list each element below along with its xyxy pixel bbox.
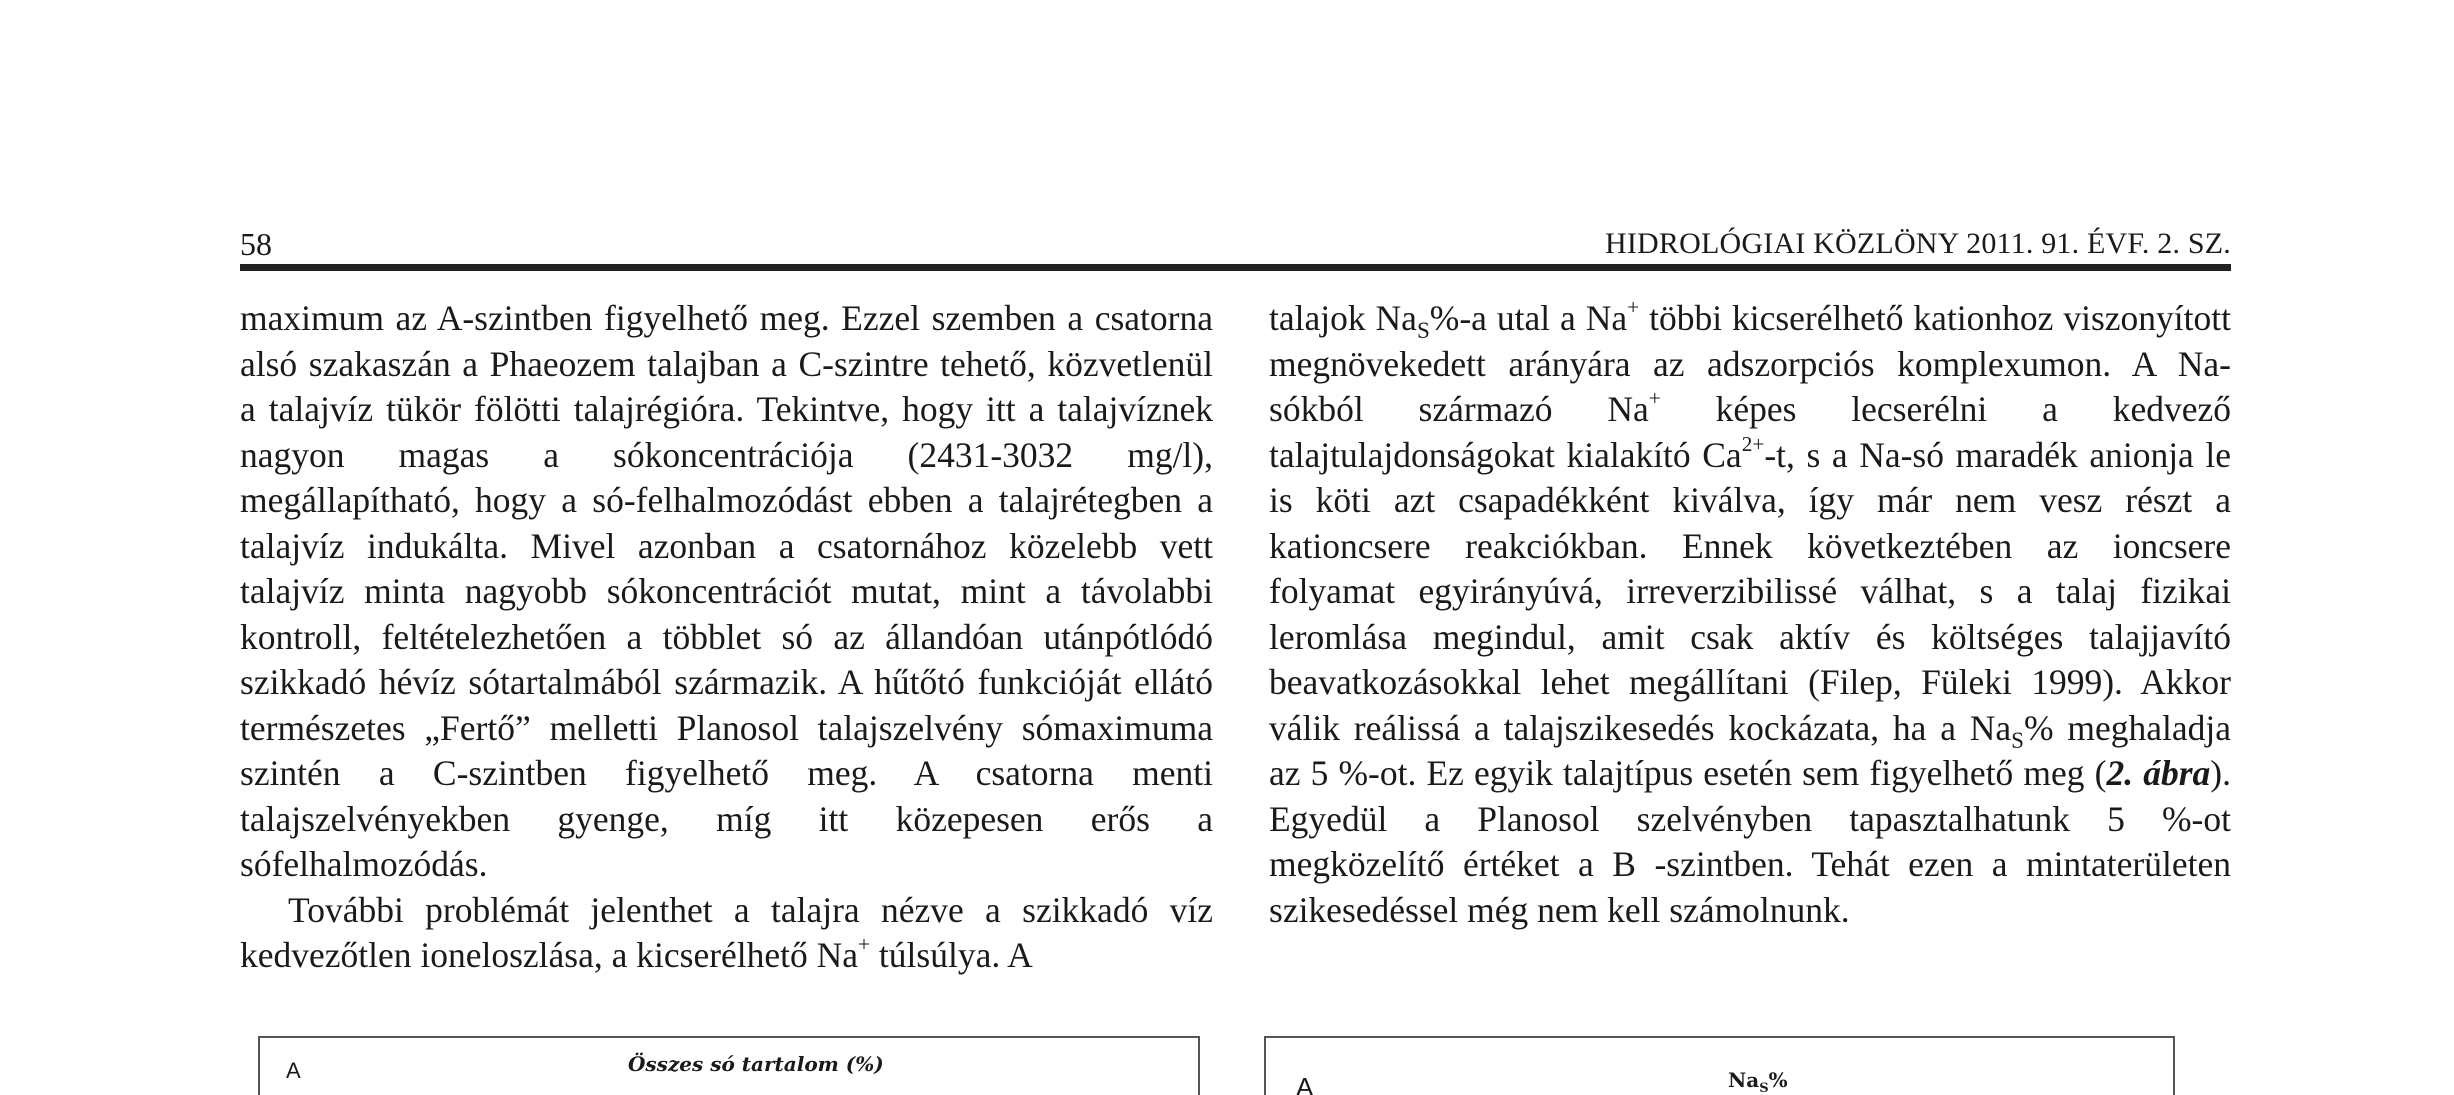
- paragraph-text: -t, s a Na-só maradék anionja le is köti azt csapadékként kiválva, így már nem vesz részt a kationcsere reakciókban. Ennek következtében az ioncsere folyamat egyirányúvá, irreverzibilissé válhat, s a talaj fizikai leromlása megindul, amit csak aktív és költséges talajjavító beavatkozásokkal lehet megállítani (Filep, Füleki 1999). Akkor válik reálissá a talajszikesedés kockázata, ha a Na: [1269, 434, 2231, 748]
- paragraph-text: További problémát jelenthet a talajra nézve a szikkadó víz kedvezőtlen ioneloszlása, a kicserélhető Na: [240, 889, 1213, 975]
- page-number: 58: [240, 226, 272, 262]
- paragraph-text: %-a utal a Na: [1429, 298, 1628, 338]
- paragraph-text: többi kicserélhető kationhoz viszonyított megnövekedett arányára az adszorpciós komplexumon. A Na-sókból származó Na: [1269, 298, 2231, 429]
- running-head: HIDROLÓGIAI KÖZLÖNY 2011. 91. ÉVF. 2. SZ.: [1604, 227, 2231, 260]
- superscript: +: [1627, 295, 1640, 320]
- header-rule: [240, 264, 2231, 271]
- superscript: +: [1648, 386, 1661, 411]
- paragraph: [1269, 296, 2231, 933]
- paragraph: [240, 296, 1213, 888]
- figure-panel-b: [1264, 1036, 2175, 1095]
- subscript: S: [1416, 317, 1430, 344]
- paragraph-text: talajok Na: [1269, 298, 1417, 338]
- paragraph-text: % meghaladja az 5 %-ot. Ez egyik talajtípus esetén sem figyelhető meg (: [1269, 707, 2231, 793]
- panel-title: Összes só tartalom (%): [628, 1052, 884, 1076]
- right-column: [1269, 296, 2231, 933]
- panel-title-text: Na: [1728, 1068, 1760, 1092]
- panel-letter: A: [286, 1058, 301, 1083]
- left-column: [240, 296, 1213, 979]
- paragraph-text: ). Egyedül a Planosol szelvényben tapasztalhatunk 5 %-ot megközelítő értéket a B -szintben. Tehát ezen a mintaterületen szikesedéssel még nem kell számolnunk.: [1269, 753, 2231, 930]
- panel-title-text: %: [1768, 1068, 1788, 1092]
- subscript: S: [2011, 726, 2024, 753]
- paragraph: [240, 888, 1213, 979]
- paragraph-text: képes lecserélni a kedvező talajtulajdonságokat kialakító Ca: [1269, 389, 2231, 475]
- figure-panel-a: [258, 1036, 1200, 1095]
- paragraph-text: túlsúlya. A: [870, 935, 1033, 975]
- subscript: S: [1759, 1081, 1769, 1095]
- panel-title: [1728, 1068, 1788, 1095]
- paragraph-text: maximum az A-szintben figyelhető meg. Ezzel szemben a csatorna alsó szakaszán a Phaeozem talajban a C-szintre tehető, közvetlenül a talajvíz tükör fölötti talajrégióra. Tekintve, hogy itt a talajvíznek nagyon magas a sókoncentrációja (2431-3032 mg/l), megállapítható, hogy a só-felhalmozódást ebben a talajrétegben a talajvíz indukálta. Mivel azonban a csatornához közelebb vett talajvíz minta nagyobb sókoncentrációt mutat, mint a távolabbi kontroll, feltételezhetően a többlet só az állandóan utánpótlódó szikkadó hévíz sótartalmából származik. A hűtőtó funkcióját ellátó természetes „Fertő” melletti Planosol talajszelvény sómaximuma szintén a C-szintben figyelhető meg. A csatorna menti talajszelvényekben gyenge, míg itt közepesen erős a sófelhalmozódás.: [240, 298, 1213, 884]
- superscript: 2+: [1741, 431, 1765, 456]
- superscript: +: [858, 932, 871, 957]
- figure-reference: 2. ábra: [2106, 753, 2211, 793]
- panel-letter: A: [1296, 1072, 1314, 1095]
